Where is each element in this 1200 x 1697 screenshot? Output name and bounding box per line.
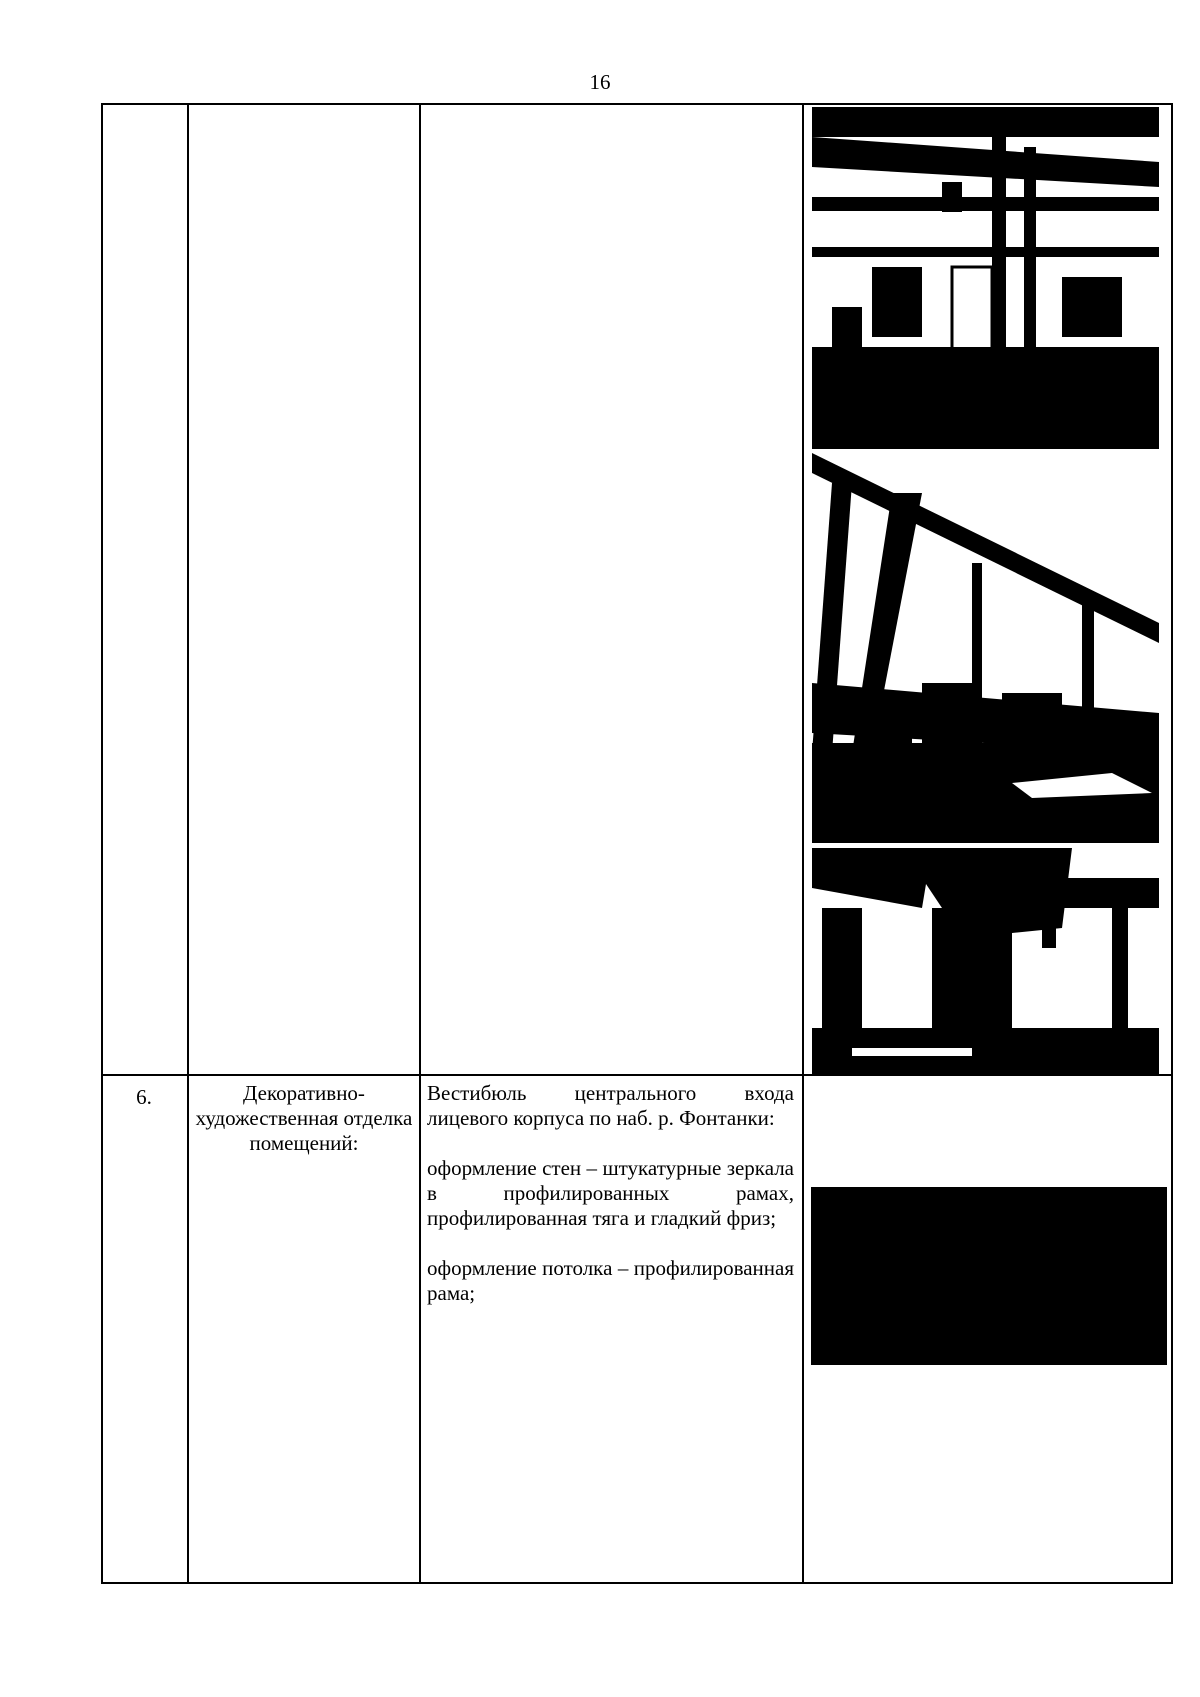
table-divider-1 (187, 103, 189, 1584)
table-divider-3 (802, 103, 804, 1584)
description-paragraph: Вестибюль центрального входа лицевого корпуса по наб. р. Фонтанки: (427, 1081, 794, 1130)
table-divider-2 (419, 103, 421, 1584)
description-paragraph: оформление потолка – профилированная рама; (427, 1256, 794, 1305)
table-border-bottom (101, 1582, 1173, 1584)
table-border-top (101, 103, 1173, 105)
table-border-right (1171, 103, 1173, 1584)
table-border-left (101, 103, 103, 1584)
page-number: 16 (589, 70, 611, 94)
row-number: 6. (136, 1085, 152, 1109)
vestibule-photo (811, 1187, 1167, 1365)
building-courtyard-photo (812, 848, 1159, 1074)
description-paragraph: оформление стен – штукатурные зеркала в профилированных рамах, профилированная тяга и гладкий фриз; (427, 1156, 794, 1230)
row-divider (101, 1074, 1173, 1076)
element-description (427, 1081, 794, 1306)
building-facade-photo (812, 107, 1159, 449)
element-name: Декоративно-художественная отделка помещений: (195, 1081, 413, 1155)
building-facade-photo (812, 453, 1159, 843)
monument-table (101, 103, 1173, 1584)
